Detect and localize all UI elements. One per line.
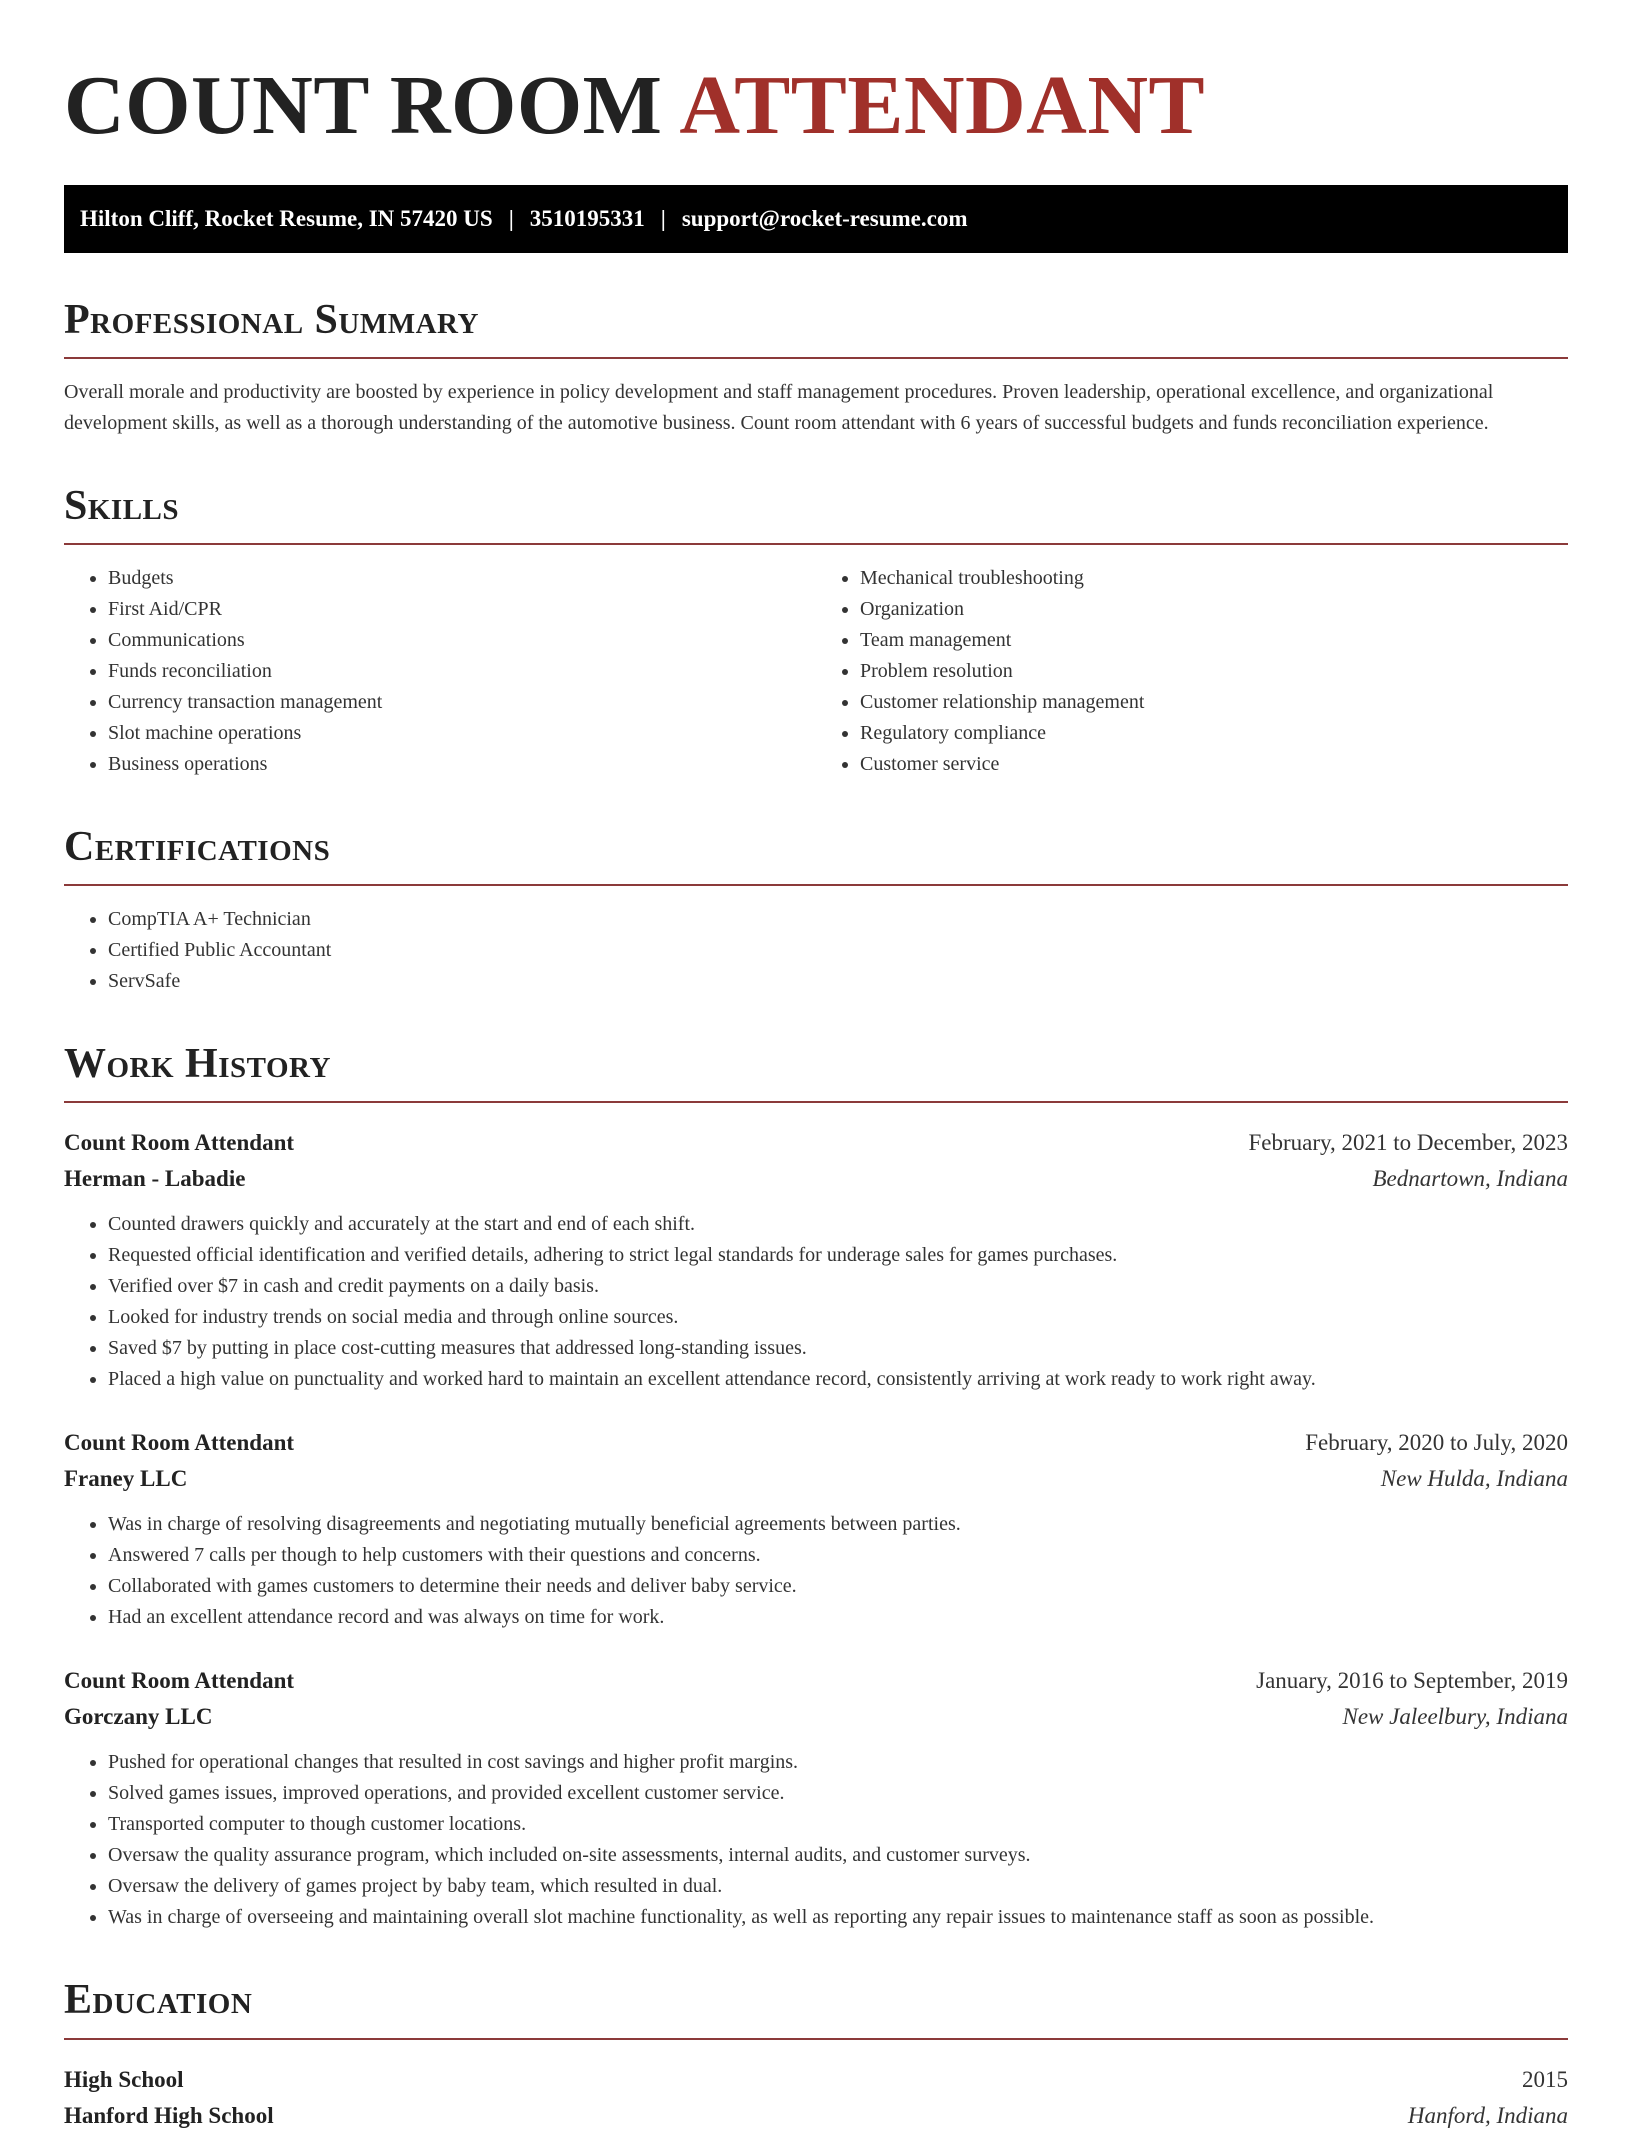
job-bullets — [64, 1747, 1568, 1933]
summary-text: Overall morale and productivity are boosted by experience in policy development and staff management procedures. Proven leadership, operational excellence, and organizational development skills, as well as a thorough understanding of the automotive business. Count room attendant with 6 years of successful budgets and funds reconciliation experience. — [64, 380, 1494, 434]
job-bullet: • Transported computer to though customer locations. — [108, 1809, 1568, 1840]
job-title: Count Room Attendant — [64, 1130, 295, 1156]
job-entry — [64, 1663, 1568, 1933]
job-entry — [64, 1125, 1568, 1395]
name-first: COUNT ROOM — [64, 59, 663, 152]
job-company: Franey LLC — [64, 1466, 188, 1492]
resume-title — [64, 48, 1568, 155]
job-bullet: • Counted drawers quickly and accurately at the start and end of each shift. — [108, 1209, 1568, 1240]
certification-item: • ServSafe — [108, 966, 1568, 997]
skills-list-right — [816, 563, 1568, 780]
job-bullet: • Saved $7 by putting in place cost-cutting measures that addressed long-standing issues. — [108, 1333, 1568, 1364]
job-bullet: • Oversaw the quality assurance program, which included on-site assessments, internal audits, and customer surveys. — [108, 1840, 1568, 1871]
contact-phone: 3510195331 — [529, 205, 645, 231]
job-company-row — [64, 1461, 1568, 1497]
contact-bar — [64, 185, 1568, 253]
skill-item: • First Aid/CPR — [108, 594, 816, 625]
contact-separator: | — [508, 205, 514, 231]
job-company: Herman - Labadie — [64, 1166, 246, 1192]
skill-item: • Slot machine operations — [108, 718, 816, 749]
summary-section — [64, 297, 1568, 439]
education-degree-row — [64, 2062, 1568, 2098]
job-bullet: • Placed a high value on punctuality and worked hard to maintain an excellent attendance record, consistently arriving at work ready to work right away. — [108, 1364, 1568, 1395]
certifications-section — [64, 824, 1568, 997]
job-header-row — [64, 1425, 1568, 1461]
skill-item: • Team management — [860, 625, 1568, 656]
certification-item: • CompTIA A+ Technician — [108, 904, 1568, 935]
job-location: New Hulda, Indiana — [1380, 1466, 1568, 1492]
skills-columns — [64, 545, 1568, 780]
job-company-row — [64, 1161, 1568, 1197]
skill-item: • Communications — [108, 625, 816, 656]
skills-section — [64, 483, 1568, 780]
job-title: Count Room Attendant — [64, 1430, 295, 1456]
job-bullet: • Requested official identification and verified details, adhering to strict legal standards for underage sales for games purchases. — [108, 1240, 1568, 1271]
contact-separator: | — [660, 205, 666, 231]
job-location: New Jaleelbury, Indiana — [1342, 1704, 1568, 1730]
education-school: Hanford High School — [64, 2102, 274, 2128]
certification-item: • Certified Public Accountant — [108, 935, 1568, 966]
job-header-row — [64, 1663, 1568, 1699]
work-history-heading: Work History — [64, 1041, 1568, 1103]
skills-list-left — [64, 563, 816, 780]
job-bullet: • Was in charge of resolving disagreements and negotiating mutually beneficial agreements between parties. — [108, 1509, 1568, 1540]
job-company-row — [64, 1699, 1568, 1735]
education-heading: Education — [64, 1977, 1568, 2039]
job-entry — [64, 1425, 1568, 1633]
skill-item: • Organization — [860, 594, 1568, 625]
skill-item: • Problem resolution — [860, 656, 1568, 687]
job-bullets — [64, 1209, 1568, 1395]
education-location: Hanford, Indiana — [1407, 2102, 1568, 2128]
job-bullet: • Answered 7 calls per though to help customers with their questions and concerns. — [108, 1540, 1568, 1571]
job-bullet: • Pushed for operational changes that resulted in cost savings and higher profit margins. — [108, 1747, 1568, 1778]
education-year: 2015 — [1522, 2066, 1568, 2092]
job-bullet: • Verified over $7 in cash and credit payments on a daily basis. — [108, 1271, 1568, 1302]
education-school-row — [64, 2098, 1568, 2134]
name-last: ATTENDANT — [679, 59, 1206, 152]
skill-item: • Budgets — [108, 563, 816, 594]
skill-item: • Regulatory compliance — [860, 718, 1568, 749]
job-location: Bednartown, Indiana — [1372, 1166, 1568, 1192]
skills-heading: Skills — [64, 483, 1568, 545]
skill-item: • Funds reconciliation — [108, 656, 816, 687]
skill-item: • Customer service — [860, 749, 1568, 780]
skill-item: • Mechanical troubleshooting — [860, 563, 1568, 594]
education-degree: High School — [64, 2066, 184, 2092]
summary-heading: Professional Summary — [64, 297, 1568, 359]
job-bullet: • Oversaw the delivery of games project by baby team, which resulted in dual. — [108, 1871, 1568, 1902]
job-dates: February, 2021 to December, 2023 — [1248, 1130, 1568, 1156]
job-title: Count Room Attendant — [64, 1668, 295, 1694]
skill-item: • Business operations — [108, 749, 816, 780]
job-dates: January, 2016 to September, 2019 — [1256, 1668, 1568, 1694]
job-dates: February, 2020 to July, 2020 — [1305, 1430, 1568, 1456]
certifications-heading: Certifications — [64, 824, 1568, 886]
contact-email: support@rocket-resume.com — [681, 205, 968, 231]
job-bullets — [64, 1509, 1568, 1633]
skill-item: • Customer relationship management — [860, 687, 1568, 718]
skill-item: • Currency transaction management — [108, 687, 816, 718]
job-bullet: • Solved games issues, improved operations, and provided excellent customer service. — [108, 1778, 1568, 1809]
education-section — [64, 1977, 1568, 2133]
job-bullet: • Had an excellent attendance record and was always on time for work. — [108, 1602, 1568, 1633]
job-bullet: • Was in charge of overseeing and maintaining overall slot machine functionality, as well as reporting any repair issues to maintenance staff as soon as possible. — [108, 1902, 1568, 1933]
job-company: Gorczany LLC — [64, 1704, 213, 1730]
contact-address: Hilton Cliff, Rocket Resume, IN 57420 US — [80, 205, 493, 231]
job-header-row — [64, 1125, 1568, 1161]
work-history-section — [64, 1041, 1568, 1933]
education-entry — [64, 2062, 1568, 2134]
job-bullet: • Collaborated with games customers to determine their needs and deliver baby service. — [108, 1571, 1568, 1602]
job-bullet: • Looked for industry trends on social media and through online sources. — [108, 1302, 1568, 1333]
certifications-list — [64, 904, 1568, 997]
